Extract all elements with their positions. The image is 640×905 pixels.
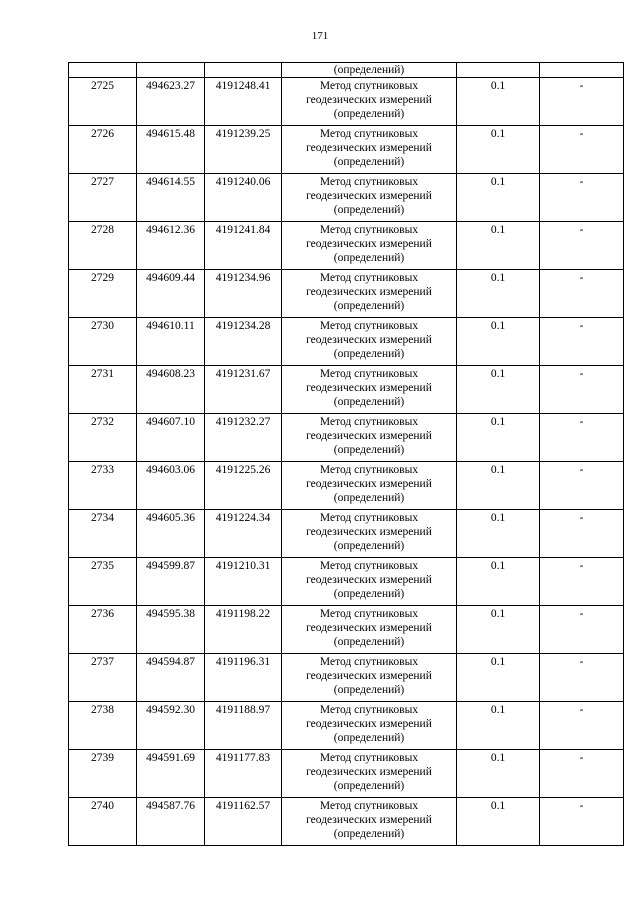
method-text-line-1: Метод спутниковых — [319, 368, 419, 380]
cell-point-number: 2738 — [69, 702, 137, 750]
method-text-line-2: геодезических измерений — [306, 718, 432, 730]
method-text-line-2: геодезических измерений — [306, 526, 432, 538]
cell-accuracy: 0.1 — [457, 318, 540, 366]
cell-note: - — [540, 366, 624, 414]
method-text-line-2: геодезических измерений — [306, 190, 432, 202]
cell-point-number: 2732 — [69, 414, 137, 462]
cell-accuracy: 0.1 — [457, 366, 540, 414]
cell-note: - — [540, 654, 624, 702]
method-text-line-2: геодезических измерений — [306, 430, 432, 442]
cell-note: - — [540, 798, 624, 846]
page-number: 171 — [311, 30, 329, 42]
method-text-line-3: (определений) — [333, 684, 405, 696]
cell-accuracy: 0.1 — [457, 750, 540, 798]
cell-y-coordinate: 4191225.26 — [205, 462, 282, 510]
table-row-continuation — [69, 63, 624, 78]
table-row — [69, 414, 624, 462]
table-row — [69, 798, 624, 846]
cell-y-coordinate: 4191188.97 — [205, 702, 282, 750]
method-text-line-3: (определений) — [333, 444, 405, 456]
cell-y-coordinate: 4191162.57 — [205, 798, 282, 846]
cell-note: - — [540, 126, 624, 174]
method-text-line-3: (определений) — [333, 780, 405, 792]
cell-method — [282, 174, 457, 222]
method-text-line-1: Метод спутниковых — [319, 752, 419, 764]
cell-y-coordinate: 4191241.84 — [205, 222, 282, 270]
method-text-line-2: геодезических измерений — [306, 478, 432, 490]
cell-point-number: 2739 — [69, 750, 137, 798]
cell-method — [282, 510, 457, 558]
cell-y-coordinate: 4191234.96 — [205, 270, 282, 318]
cell-x-coordinate: 494615.48 — [137, 126, 205, 174]
cell-note: - — [540, 606, 624, 654]
cell-x-coordinate: 494592.30 — [137, 702, 205, 750]
cell-method — [282, 414, 457, 462]
cell-note: - — [540, 414, 624, 462]
cell-x-coordinate: 494594.87 — [137, 654, 205, 702]
table-row — [69, 462, 624, 510]
cell-x-coordinate — [137, 63, 205, 78]
cell-note: - — [540, 318, 624, 366]
cell-point-number: 2735 — [69, 558, 137, 606]
cell-point-number: 2734 — [69, 510, 137, 558]
cell-y-coordinate: 4191232.27 — [205, 414, 282, 462]
cell-method — [282, 750, 457, 798]
cell-y-coordinate: 4191177.83 — [205, 750, 282, 798]
table-row — [69, 558, 624, 606]
method-text-line-3: (определений) — [333, 492, 405, 504]
cell-method — [282, 126, 457, 174]
cell-accuracy: 0.1 — [457, 558, 540, 606]
table-row — [69, 78, 624, 126]
method-text-line-1: Метод спутниковых — [319, 176, 419, 188]
method-text-line-2: геодезических измерений — [306, 94, 432, 106]
table-row — [69, 174, 624, 222]
coordinates-table — [68, 62, 624, 846]
cell-method — [282, 366, 457, 414]
cell-note: - — [540, 78, 624, 126]
cell-accuracy: 0.1 — [457, 126, 540, 174]
method-text-line-2: геодезических измерений — [306, 286, 432, 298]
method-text-line-1: Метод спутниковых — [319, 560, 419, 572]
cell-method — [282, 702, 457, 750]
method-text-line-2: геодезических измерений — [306, 142, 432, 154]
cell-note: - — [540, 702, 624, 750]
cell-accuracy: 0.1 — [457, 414, 540, 462]
method-text-line-2: геодезических измерений — [306, 238, 432, 250]
method-text-line-3: (определений) — [333, 156, 405, 168]
cell-method — [282, 270, 457, 318]
cell-y-coordinate: 4191239.25 — [205, 126, 282, 174]
cell-y-coordinate: 4191224.34 — [205, 510, 282, 558]
cell-point-number — [69, 63, 137, 78]
method-text-line-1: Метод спутниковых — [319, 464, 419, 476]
cell-y-coordinate: 4191240.06 — [205, 174, 282, 222]
cell-point-number: 2737 — [69, 654, 137, 702]
cell-method — [282, 318, 457, 366]
method-text-line-3: (определений) — [333, 540, 405, 552]
cell-method — [282, 462, 457, 510]
cell-accuracy: 0.1 — [457, 798, 540, 846]
cell-x-coordinate: 494608.23 — [137, 366, 205, 414]
cell-y-coordinate: 4191210.31 — [205, 558, 282, 606]
cell-method — [282, 558, 457, 606]
cell-method — [282, 222, 457, 270]
table-row — [69, 366, 624, 414]
method-text-line-1: Метод спутниковых — [319, 800, 419, 812]
method-text-line-3: (определений) — [333, 348, 405, 360]
cell-point-number: 2726 — [69, 126, 137, 174]
cell-note: - — [540, 750, 624, 798]
cell-accuracy: 0.1 — [457, 270, 540, 318]
table-row — [69, 750, 624, 798]
method-text-line-3: (определений) — [333, 300, 405, 312]
cell-point-number: 2736 — [69, 606, 137, 654]
cell-y-coordinate: 4191231.67 — [205, 366, 282, 414]
cell-accuracy — [457, 63, 540, 78]
table-row — [69, 510, 624, 558]
method-text-line-1: Метод спутниковых — [319, 608, 419, 620]
method-text-line-3: (определений) — [333, 252, 405, 264]
method-text-line-3: (определений) — [333, 828, 405, 840]
table-row — [69, 126, 624, 174]
cell-note: - — [540, 462, 624, 510]
method-text-line-1: Метод спутниковых — [319, 512, 419, 524]
method-text-line-2: геодезических измерений — [306, 670, 432, 682]
cell-x-coordinate: 494591.69 — [137, 750, 205, 798]
method-text-line-3: (определений) — [333, 396, 405, 408]
method-text-line-2: геодезических измерений — [306, 814, 432, 826]
cell-note: - — [540, 174, 624, 222]
method-text-line-2: геодезических измерений — [306, 622, 432, 634]
method-text-line-3: (определений) — [333, 636, 405, 648]
cell-x-coordinate: 494605.36 — [137, 510, 205, 558]
method-text-line-1: Метод спутниковых — [319, 320, 419, 332]
cell-x-coordinate: 494623.27 — [137, 78, 205, 126]
table-body — [69, 63, 624, 846]
method-text-line-3: (определений) — [333, 108, 405, 120]
cell-method — [282, 606, 457, 654]
cell-y-coordinate: 4191196.31 — [205, 654, 282, 702]
table-row — [69, 222, 624, 270]
cell-x-coordinate: 494609.44 — [137, 270, 205, 318]
method-text-line-1: Метод спутниковых — [319, 416, 419, 428]
table-row — [69, 270, 624, 318]
cell-point-number: 2725 — [69, 78, 137, 126]
method-text-line-3: (определений) — [333, 204, 405, 216]
table-row — [69, 318, 624, 366]
cell-note: - — [540, 270, 624, 318]
cell-x-coordinate: 494607.10 — [137, 414, 205, 462]
cell-accuracy: 0.1 — [457, 174, 540, 222]
cell-note: - — [540, 558, 624, 606]
method-text-line-2: геодезических измерений — [306, 574, 432, 586]
method-text-line-1: Метод спутниковых — [319, 272, 419, 284]
cell-accuracy: 0.1 — [457, 462, 540, 510]
cell-y-coordinate — [205, 63, 282, 78]
cell-accuracy: 0.1 — [457, 78, 540, 126]
method-text-line-1: Метод спутниковых — [319, 704, 419, 716]
method-text-line-1: Метод спутниковых — [319, 80, 419, 92]
method-text-line-1: Метод спутниковых — [319, 128, 419, 140]
method-text-line-3: (определений) — [333, 64, 405, 76]
cell-accuracy: 0.1 — [457, 510, 540, 558]
cell-method — [282, 798, 457, 846]
cell-x-coordinate: 494603.06 — [137, 462, 205, 510]
cell-point-number: 2733 — [69, 462, 137, 510]
cell-x-coordinate: 494599.87 — [137, 558, 205, 606]
method-text-line-2: геодезических измерений — [306, 766, 432, 778]
method-text-line-1: Метод спутниковых — [319, 224, 419, 236]
table-row — [69, 702, 624, 750]
cell-method — [282, 78, 457, 126]
cell-y-coordinate: 4191234.28 — [205, 318, 282, 366]
cell-method — [282, 63, 457, 78]
cell-note: - — [540, 510, 624, 558]
cell-x-coordinate: 494595.38 — [137, 606, 205, 654]
cell-point-number: 2728 — [69, 222, 137, 270]
method-text-line-2: геодезических измерений — [306, 382, 432, 394]
method-text-line-3: (определений) — [333, 588, 405, 600]
cell-accuracy: 0.1 — [457, 702, 540, 750]
method-text-line-1: Метод спутниковых — [319, 656, 419, 668]
method-text-line-3: (определений) — [333, 732, 405, 744]
cell-x-coordinate: 494610.11 — [137, 318, 205, 366]
cell-accuracy: 0.1 — [457, 222, 540, 270]
cell-x-coordinate: 494612.36 — [137, 222, 205, 270]
cell-accuracy: 0.1 — [457, 654, 540, 702]
cell-point-number: 2729 — [69, 270, 137, 318]
cell-point-number: 2740 — [69, 798, 137, 846]
cell-point-number: 2727 — [69, 174, 137, 222]
cell-note — [540, 63, 624, 78]
cell-point-number: 2730 — [69, 318, 137, 366]
cell-x-coordinate: 494587.76 — [137, 798, 205, 846]
cell-method — [282, 654, 457, 702]
table-row — [69, 606, 624, 654]
method-text-line-2: геодезических измерений — [306, 334, 432, 346]
cell-point-number: 2731 — [69, 366, 137, 414]
cell-x-coordinate: 494614.55 — [137, 174, 205, 222]
cell-y-coordinate: 4191248.41 — [205, 78, 282, 126]
cell-accuracy: 0.1 — [457, 606, 540, 654]
cell-y-coordinate: 4191198.22 — [205, 606, 282, 654]
cell-note: - — [540, 222, 624, 270]
table-row — [69, 654, 624, 702]
